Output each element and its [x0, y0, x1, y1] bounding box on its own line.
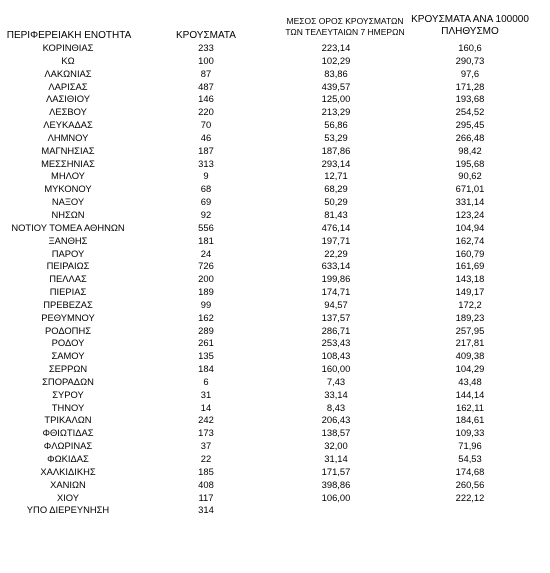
per-100k-cell: 162,11 [456, 401, 484, 413]
per-100k-cell: 43,48 [458, 375, 482, 387]
region-cell: ΧΙΟΥ [56, 491, 80, 503]
region-cell: ΝΗΣΩΝ [51, 208, 85, 220]
region-cell: ΜΕΣΣΗΝΙΑΣ [41, 157, 95, 169]
cases-cell: 185 [198, 465, 214, 477]
cases-cell: 556 [198, 221, 214, 233]
region-cell: ΜΥΚΟΝΟΥ [44, 183, 92, 195]
header-per-line2: ΠΛΗΘΥΣΜΟ [441, 26, 499, 37]
table-row [0, 504, 550, 517]
avg-cell: 22,29 [324, 247, 348, 259]
avg-cell: 108,43 [321, 350, 351, 362]
cases-cell: 22 [200, 453, 212, 464]
region-cell: ΡΟΔΟΥ [51, 337, 85, 349]
cases-cell: 220 [198, 106, 214, 118]
cases-cell: 181 [198, 234, 214, 246]
avg-cell: 102,29 [321, 54, 351, 66]
per-100k-cell: 90,62 [458, 170, 482, 182]
avg-cell: 398,86 [321, 478, 351, 490]
region-cell: ΠΙΕΡΙΑΣ [49, 286, 87, 298]
per-100k-cell: 260,56 [455, 478, 485, 490]
table-row [0, 427, 550, 440]
avg-cell: 206,43 [321, 414, 351, 426]
avg-cell: 32,00 [324, 440, 348, 452]
table-row [0, 222, 550, 235]
avg-cell: 53,29 [324, 131, 348, 143]
per-100k-cell: 331,14 [455, 196, 485, 208]
header-avg-line1: ΜΕΣΟΣ ΟΡΟΣ ΚΡΟΥΣΜΑΤΩΝ [286, 16, 404, 26]
avg-cell: 213,29 [321, 106, 351, 118]
region-cell: ΜΗΛΟΥ [51, 170, 85, 182]
avg-cell: 137,57 [321, 311, 351, 323]
avg-cell: 199,86 [321, 273, 351, 285]
region-cell: ΡΟΔΟΠΗΣ [44, 324, 92, 336]
region-cell: ΚΩ [61, 54, 75, 66]
per-100k-cell: 161,69 [455, 260, 485, 272]
avg-cell: 171,57 [321, 465, 351, 477]
cases-cell: 408 [198, 478, 214, 490]
per-100k-cell: 162,74 [455, 234, 485, 246]
table-row [0, 68, 550, 81]
per-100k-cell: 144,14 [455, 388, 485, 400]
cases-cell: 92 [200, 208, 212, 220]
table-row [0, 299, 550, 312]
header-cases: ΚΡΟΥΣΜΑΤΑ [176, 30, 236, 41]
per-100k-cell: 160,79 [455, 247, 485, 259]
table-row [0, 158, 550, 171]
cases-cell: 99 [200, 298, 212, 310]
avg-cell: 94,57 [324, 298, 348, 310]
table-row [0, 389, 550, 402]
per-100k-cell: 71,96 [458, 440, 482, 452]
cases-cell: 87 [200, 67, 212, 79]
table-row [0, 312, 550, 325]
table-row [0, 350, 550, 363]
per-100k-cell: 184,61 [455, 414, 485, 426]
cases-cell: 726 [198, 260, 214, 272]
per-100k-cell: 217,81 [455, 337, 485, 349]
cases-cell: 24 [200, 247, 212, 259]
avg-cell: 286,71 [321, 324, 351, 336]
per-100k-cell: 54,53 [458, 453, 482, 464]
avg-cell: 439,57 [321, 80, 351, 92]
header-avg-line2: ΤΩΝ ΤΕΛΕΥΤΑΙΩΝ 7 ΗΜΕΡΩΝ [285, 27, 405, 37]
table-row [0, 479, 550, 492]
table-row [0, 260, 550, 273]
region-cell: ΛΑΚΩΝΙΑΣ [44, 67, 92, 79]
avg-cell: 7,43 [326, 375, 346, 387]
region-cell: ΠΡΕΒΕΖΑΣ [43, 298, 93, 310]
cases-cell: 69 [200, 196, 212, 208]
avg-cell: 476,14 [321, 221, 351, 233]
table-row [0, 440, 550, 453]
table-row [0, 325, 550, 338]
region-cell: ΣΠΟΡΑΔΩΝ [42, 375, 94, 387]
region-cell: ΣΑΜΟΥ [51, 350, 85, 362]
avg-cell: 633,14 [321, 260, 351, 272]
cases-cell: 189 [198, 286, 214, 298]
table-row [0, 42, 550, 55]
cases-cell: 313 [198, 157, 214, 169]
avg-cell: 33,14 [324, 388, 348, 400]
cases-cell: 117 [198, 491, 214, 503]
cases-cell: 6 [203, 375, 209, 387]
avg-cell: 81,43 [324, 208, 348, 220]
per-100k-cell: 195,68 [455, 157, 485, 169]
cases-cell: 68 [200, 183, 212, 195]
header-avg [270, 16, 420, 38]
cases-cell: 314 [198, 504, 214, 516]
region-cell: ΧΑΝΙΩΝ [50, 478, 86, 490]
table-row [0, 81, 550, 94]
region-cell: ΣΕΡΡΩΝ [48, 363, 88, 375]
region-cell: ΛΑΣΙΘΙΟΥ [45, 93, 91, 105]
region-cell: ΛΑΡΙΣΑΣ [48, 80, 88, 92]
region-cell: ΤΗΝΟΥ [51, 401, 85, 413]
table-row [0, 453, 550, 466]
per-100k-cell: 123,24 [455, 208, 485, 220]
avg-cell: 125,00 [321, 93, 351, 105]
table-row [0, 183, 550, 196]
region-cell: ΚΟΡΙΝΘΙΑΣ [42, 42, 94, 53]
cases-cell: 70 [200, 119, 212, 131]
cases-cell: 289 [198, 324, 214, 336]
table-row [0, 170, 550, 183]
cases-cell: 146 [198, 93, 214, 105]
per-100k-cell: 193,68 [455, 93, 485, 105]
per-100k-cell: 290,73 [455, 54, 485, 66]
region-cell: ΣΥΡΟΥ [52, 388, 84, 400]
cases-cell: 261 [198, 337, 214, 349]
per-100k-cell: 409,38 [455, 350, 485, 362]
table-body [0, 42, 550, 517]
table-row [0, 209, 550, 222]
per-100k-cell: 189,23 [455, 311, 485, 323]
table-row [0, 235, 550, 248]
avg-cell: 12,71 [324, 170, 348, 182]
cases-cell: 37 [200, 440, 212, 452]
table-row [0, 55, 550, 68]
cases-cell: 187 [198, 144, 214, 156]
table-row [0, 402, 550, 415]
region-cell: ΥΠΟ ΔΙΕΡΕΥΝΗΣΗ [26, 504, 110, 516]
cases-cell: 31 [200, 388, 212, 400]
table-row [0, 273, 550, 286]
header-per-100k [400, 14, 540, 38]
per-100k-cell: 149,17 [455, 286, 485, 298]
table-row [0, 492, 550, 505]
region-cell: ΦΩΚΙΔΑΣ [47, 453, 89, 464]
region-cell: ΡΕΘΥΜΝΟΥ [41, 311, 95, 323]
region-cell: ΞΑΝΘΗΣ [48, 234, 88, 246]
per-100k-cell: 295,45 [455, 119, 485, 131]
avg-cell: 293,14 [321, 157, 351, 169]
table-row [0, 286, 550, 299]
table-row [0, 337, 550, 350]
per-100k-cell: 174,68 [455, 465, 485, 477]
avg-cell: 223,14 [321, 42, 351, 53]
table-row [0, 106, 550, 119]
header-per-line1: ΚΡΟΥΣΜΑΤΑ ΑΝΑ 100000 [411, 14, 529, 25]
region-cell: ΧΑΛΚΙΔΙΚΗΣ [40, 465, 96, 477]
avg-cell: 187,86 [321, 144, 351, 156]
cases-cell: 173 [198, 427, 214, 439]
avg-cell: 160,00 [321, 363, 351, 375]
table-row [0, 196, 550, 209]
per-100k-cell: 104,29 [455, 363, 485, 375]
per-100k-cell: 222,12 [455, 491, 485, 503]
avg-cell: 106,00 [321, 491, 351, 503]
region-cell: ΤΡΙΚΑΛΩΝ [44, 414, 92, 426]
per-100k-cell: 160,6 [458, 42, 482, 53]
avg-cell: 56,86 [324, 119, 348, 131]
cases-cell: 135 [198, 350, 214, 362]
per-100k-cell: 671,01 [455, 183, 485, 195]
table-row [0, 145, 550, 158]
region-cell: ΠΕΙΡΑΙΩΣ [46, 260, 90, 272]
cases-cell: 184 [198, 363, 214, 375]
region-cell: ΝΑΞΟΥ [51, 196, 85, 208]
table-row [0, 414, 550, 427]
region-cell: ΝΟΤΙΟΥ ΤΟΜΕΑ ΑΘΗΝΩΝ [11, 221, 125, 233]
avg-cell: 31,14 [324, 453, 348, 464]
per-100k-cell: 257,95 [455, 324, 485, 336]
region-cell: ΛΕΣΒΟΥ [49, 106, 87, 118]
region-cell: ΠΑΡΟΥ [51, 247, 85, 259]
region-cell: ΛΕΥΚΑΔΑΣ [43, 119, 93, 131]
per-100k-cell: 143,18 [455, 273, 485, 285]
region-cell: ΦΘΙΩΤΙΔΑΣ [42, 427, 94, 439]
region-cell: ΠΕΛΛΑΣ [49, 273, 87, 285]
avg-cell: 8,43 [326, 401, 346, 413]
table-row [0, 363, 550, 376]
cases-cell: 100 [198, 54, 214, 66]
table-row [0, 376, 550, 389]
avg-cell: 50,29 [324, 196, 348, 208]
avg-cell: 253,43 [321, 337, 351, 349]
table-row [0, 466, 550, 479]
cases-cell: 487 [198, 80, 214, 92]
cases-cell: 162 [198, 311, 214, 323]
cases-cell: 14 [200, 401, 212, 413]
per-100k-cell: 171,28 [455, 80, 485, 92]
region-cell: ΛΗΜΝΟΥ [47, 131, 89, 143]
table-row [0, 248, 550, 261]
per-100k-cell: 266,48 [455, 131, 485, 143]
avg-cell: 83,86 [324, 67, 348, 79]
table-row [0, 132, 550, 145]
avg-cell: 197,71 [321, 234, 351, 246]
per-100k-cell: 97,6 [460, 67, 480, 79]
cases-cell: 9 [203, 170, 209, 182]
per-100k-cell: 98,42 [458, 144, 482, 156]
cases-cell: 200 [198, 273, 214, 285]
avg-cell: 174,71 [321, 286, 351, 298]
avg-cell: 68,29 [324, 183, 348, 195]
region-cell: ΜΑΓΝΗΣΙΑΣ [41, 144, 95, 156]
per-100k-cell: 104,94 [455, 221, 485, 233]
cases-cell: 242 [198, 414, 214, 426]
cases-cell: 46 [200, 131, 212, 143]
per-100k-cell: 172,2 [458, 298, 482, 310]
table-row [0, 93, 550, 106]
per-100k-cell: 109,33 [455, 427, 485, 439]
header-region: ΠΕΡΙΦΕΡΕΙΑΚΗ ΕΝΟΤΗΤΑ [6, 30, 132, 41]
region-cell: ΦΛΩΡΙΝΑΣ [43, 440, 93, 452]
per-100k-cell: 254,52 [455, 106, 485, 118]
avg-cell: 138,57 [321, 427, 351, 439]
cases-cell: 233 [198, 42, 214, 53]
table-row [0, 119, 550, 132]
